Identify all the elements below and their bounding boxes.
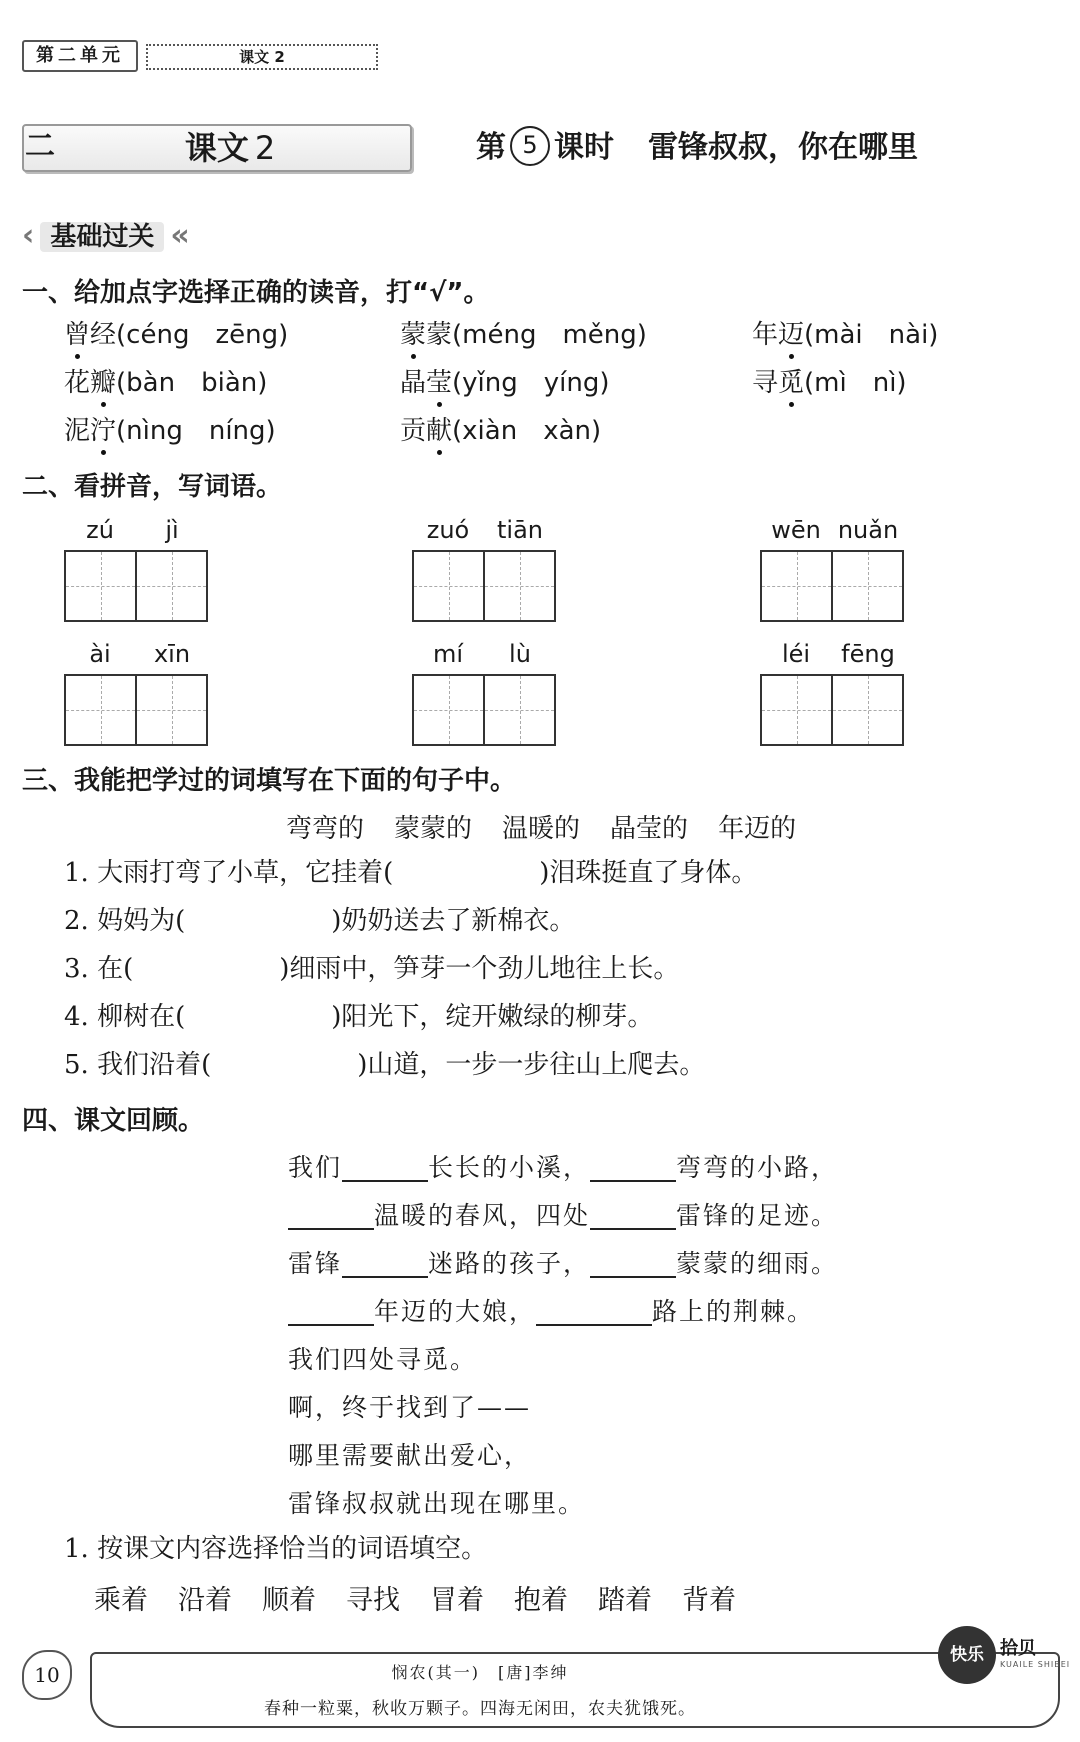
section-tag <box>22 216 190 256</box>
word-bank-item: 弯弯的 <box>286 814 365 844</box>
pinyin: wēn <box>771 516 821 544</box>
poem-line: 哪里需要献出爱心， <box>288 1441 532 1470</box>
double-chevron-icon: « <box>170 218 190 253</box>
lesson-tab: 课文 2 <box>146 44 378 70</box>
poem-line: 雷锋 迷路的孩子， 蒙蒙的细雨。 <box>288 1244 838 1280</box>
q1-item: 年迈(mài nài) <box>752 320 939 350</box>
poem-line: 雷锋叔叔就出现在哪里。 <box>288 1489 586 1518</box>
section-tag-label: 基础过关 <box>40 222 164 252</box>
pinyin: xīn <box>153 640 191 668</box>
period-post: 课时 <box>554 130 614 165</box>
choice-word: 沿着 <box>178 1585 232 1616</box>
pinyin: lù <box>509 640 531 668</box>
pinyin: zú <box>86 516 114 544</box>
q1-item: 泥泞(nìng níng) <box>64 416 276 446</box>
pinyin: jì <box>165 516 179 544</box>
banner-title-text: 课文 <box>184 129 249 167</box>
choice-word: 乘着 <box>94 1585 148 1616</box>
brand-logo: 快乐 <box>938 1626 996 1684</box>
poem-blank[interactable] <box>590 1198 676 1230</box>
writing-box[interactable] <box>760 550 904 622</box>
choice-word: 顺着 <box>262 1585 316 1616</box>
q1-item: 晶莹(yǐng yíng) <box>400 368 610 398</box>
sentence: 2. 妈妈为( )奶奶送去了新棉衣。 <box>64 906 576 936</box>
word-bank-item: 年迈的 <box>718 814 797 844</box>
q1-heading: 一、给加点字选择正确的读音，打“√”。 <box>22 278 490 308</box>
banner-title-num: 2 <box>254 129 276 167</box>
lesson-title: 雷锋叔叔，你在哪里 <box>648 130 918 165</box>
sentence: 1. 大雨打弯了小草，它挂着( )泪珠挺直了身体。 <box>64 858 758 888</box>
q2-heading: 二、看拼音，写词语。 <box>22 472 283 502</box>
poem-line: 我们 长长的小溪， 弯弯的小路， <box>288 1148 838 1184</box>
pinyin: fēng <box>841 640 895 668</box>
sentence: 4. 柳树在( )阳光下，绽开嫩绿的柳芽。 <box>64 1002 654 1032</box>
brand-name: 拾贝 <box>1000 1638 1036 1659</box>
poem-blank[interactable] <box>590 1246 676 1278</box>
poem-blank[interactable] <box>342 1246 428 1278</box>
poem-line: 年迈的大娘， 路上的荆棘。 <box>288 1292 814 1328</box>
poem-line: 啊，终于找到了—— <box>288 1393 532 1422</box>
sentence: 5. 我们沿着( )山道，一步一步往山上爬去。 <box>64 1050 706 1080</box>
word-bank <box>286 808 826 845</box>
writing-box[interactable] <box>64 550 208 622</box>
writing-box[interactable] <box>64 674 208 746</box>
word-bank-item: 温暖的 <box>502 814 581 844</box>
pinyin: nuǎn <box>837 516 899 544</box>
banner-number: 二 <box>25 129 55 164</box>
page-number: 10 <box>22 1650 72 1700</box>
poem-line: 温暖的春风，四处 雷锋的足迹。 <box>288 1196 838 1232</box>
q1-item: 花瓣(bàn biàn) <box>64 368 268 398</box>
writing-box[interactable] <box>412 550 556 622</box>
footer-poem-title: 悯农(其一) [唐]李绅 <box>391 1663 569 1682</box>
writing-box[interactable] <box>412 674 556 746</box>
q3-heading: 三、我能把学过的词填写在下面的句子中。 <box>22 766 517 796</box>
poem-blank[interactable] <box>590 1150 676 1182</box>
choice-word: 冒着 <box>430 1585 484 1616</box>
period-pre: 第 <box>476 130 506 165</box>
choice-words <box>94 1578 766 1617</box>
choice-word: 背着 <box>682 1585 736 1616</box>
period-number: 5 <box>510 126 550 166</box>
pinyin: tiān <box>497 516 543 544</box>
q4-sub1: 1. 按课文内容选择恰当的词语填空。 <box>64 1534 488 1564</box>
word-bank-item: 蒙蒙的 <box>394 814 473 844</box>
poem-blank[interactable] <box>288 1294 374 1326</box>
word-bank-item: 晶莹的 <box>610 814 689 844</box>
sentence: 3. 在( )细雨中，笋芽一个劲儿地往上长。 <box>64 954 680 984</box>
period-heading <box>476 124 918 172</box>
banner-title <box>150 124 310 172</box>
poem-blank[interactable] <box>536 1294 652 1326</box>
brand-name-latin: KUAILE SHIBEI <box>1000 1660 1071 1669</box>
left-chevron-icon: ‹ <box>22 218 35 253</box>
q1-item: 贡献(xiàn xàn) <box>400 416 602 446</box>
writing-box[interactable] <box>760 674 904 746</box>
footer-poem-text: 春种一粒粟，秋收万颗子。四海无闲田，农夫犹饿死。 <box>264 1699 696 1719</box>
poem-blank[interactable] <box>288 1198 374 1230</box>
poem-line: 我们四处寻觅。 <box>288 1345 478 1374</box>
choice-word: 踏着 <box>598 1585 652 1616</box>
q1-item: 曾经(céng zēng) <box>64 320 289 350</box>
poem-blank[interactable] <box>342 1150 428 1182</box>
pinyin: mí <box>432 640 464 668</box>
q1-item: 蒙蒙(méng měng) <box>400 320 647 350</box>
unit-label: 第二单元 <box>22 40 138 72</box>
pinyin: ài <box>89 640 111 668</box>
q1-item: 寻觅(mì nì) <box>752 368 907 398</box>
choice-word: 抱着 <box>514 1585 568 1616</box>
choice-word: 寻找 <box>346 1585 400 1616</box>
q4-heading: 四、课文回顾。 <box>22 1106 205 1136</box>
pinyin: zuó <box>426 516 470 544</box>
pinyin: léi <box>781 640 811 668</box>
